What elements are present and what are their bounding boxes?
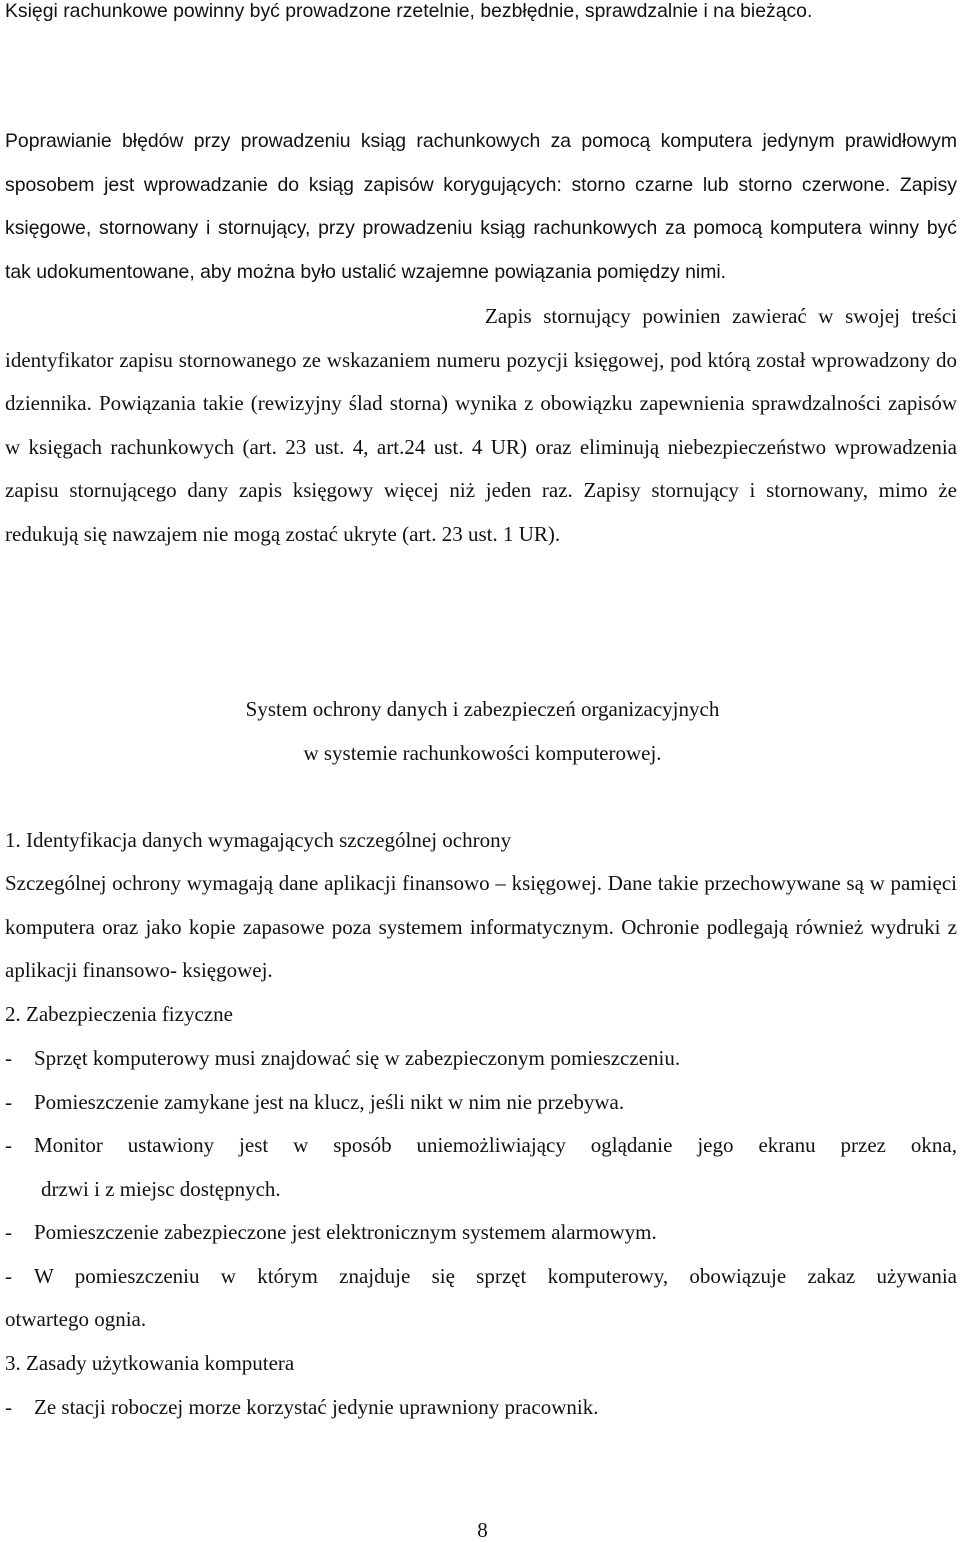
correction-text: Poprawianie błędów przy prowadzeniu ksiąg rachunkowych za pomocą komputera jedynym prawidłowym sposobem jest wprowadzanie do ksiąg zapisów korygujących: storno czarne lub storno czerwone. Zapisy księgowe, stornowany i stornujący, przy prowadzeniu ksiąg rachunkowych za pomocą komputera winny być tak udokumentowane, aby można było ustalić wzajemne powiązania pomiędzy nimi. (5, 130, 957, 283)
list-dash: - (5, 1133, 12, 1157)
list-item-text: Pomieszczenie zamykane jest na klucz, jeśli nikt w nim nie przebywa. (34, 1090, 625, 1114)
list-item-text: W pomieszczeniu w którym znajduje się sprzęt komputerowy, obowiązuje zakaz używania (34, 1264, 957, 1288)
list-item-text: Pomieszczenie zabezpieczone jest elektronicznym systemem alarmowym. (34, 1220, 657, 1244)
list-item (5, 1037, 957, 1081)
page-number: 8 (477, 1518, 488, 1542)
section-2-heading: 2. Zabezpieczenia fizyczne (5, 1002, 233, 1026)
list-item-text: Sprzęt komputerowy musi znajdować się w zabezpieczonym pomieszczeniu. (34, 1046, 681, 1070)
correction-continuation-block (5, 295, 957, 557)
intro-paragraph: Księgi rachunkowe powinny być prowadzone rzetelnie, bezbłędnie, sprawdzalnie i na bieżąco. (5, 0, 813, 22)
section-title-line-1: System ochrony danych i zabezpieczeń organizacyjnych (245, 697, 720, 721)
section-1-body: Szczególnej ochrony wymagają dane aplikacji finansowo – księgowej. Dane takie przechowywane są w pamięci komputera oraz jako kopie zapasowe poza systemem informatycznym. Ochronie podlegają również wydruki z aplikacji finansowo- księgowej. (5, 871, 957, 983)
list-item (5, 1081, 957, 1125)
list-dash: - (5, 1220, 12, 1244)
list-item-continuation: drzwi i z miejsc dostępnych. (41, 1177, 281, 1201)
list-item (5, 1255, 957, 1299)
list-item (5, 1386, 957, 1430)
section-1-heading: 1. Identyfikacja danych wymagających szczególnej ochrony (5, 828, 512, 852)
section-title-line-2: w systemie rachunkowości komputerowej. (303, 741, 662, 765)
correction-continuation-text: Zapis stornujący powinien zawierać w swojej treści identyfikator zapisu stornowanego ze wskazaniem numeru pozycji księgowej, pod którą został wprowadzony do dziennika. Powiązania takie (rewizyjny ślad storna) wynika z obowiązku zapewnienia sprawdzalności zapisów w księgach rachunkowych (art. 23 ust. 4, art.24 ust. 4 UR) oraz eliminują niebezpieczeństwo wprowadzenia zapisu stornującego dany zapis księgowy więcej niż jeden raz. Zapisy stornujący i stornowany, mimo że redukują się nawzajem nie mogą zostać ukryte (art. 23 ust. 1 UR). (5, 304, 957, 546)
list-item (5, 1124, 957, 1168)
section-3-heading: 3. Zasady użytkowania komputera (5, 1351, 295, 1375)
list-item-text: Monitor ustawiony jest w sposób uniemożliwiający oglądanie jego ekranu przez okna, (34, 1133, 957, 1157)
list-dash: - (5, 1090, 12, 1114)
list-item-text: Ze stacji roboczej morze korzystać jedynie uprawniony pracownik. (34, 1395, 599, 1419)
correction-paragraph (5, 120, 957, 316)
list-item (5, 1211, 957, 1255)
list-item-continuation: otwartego ognia. (5, 1307, 147, 1331)
list-dash: - (5, 1395, 12, 1419)
list-dash: - (5, 1264, 12, 1288)
list-dash: - (5, 1046, 12, 1070)
